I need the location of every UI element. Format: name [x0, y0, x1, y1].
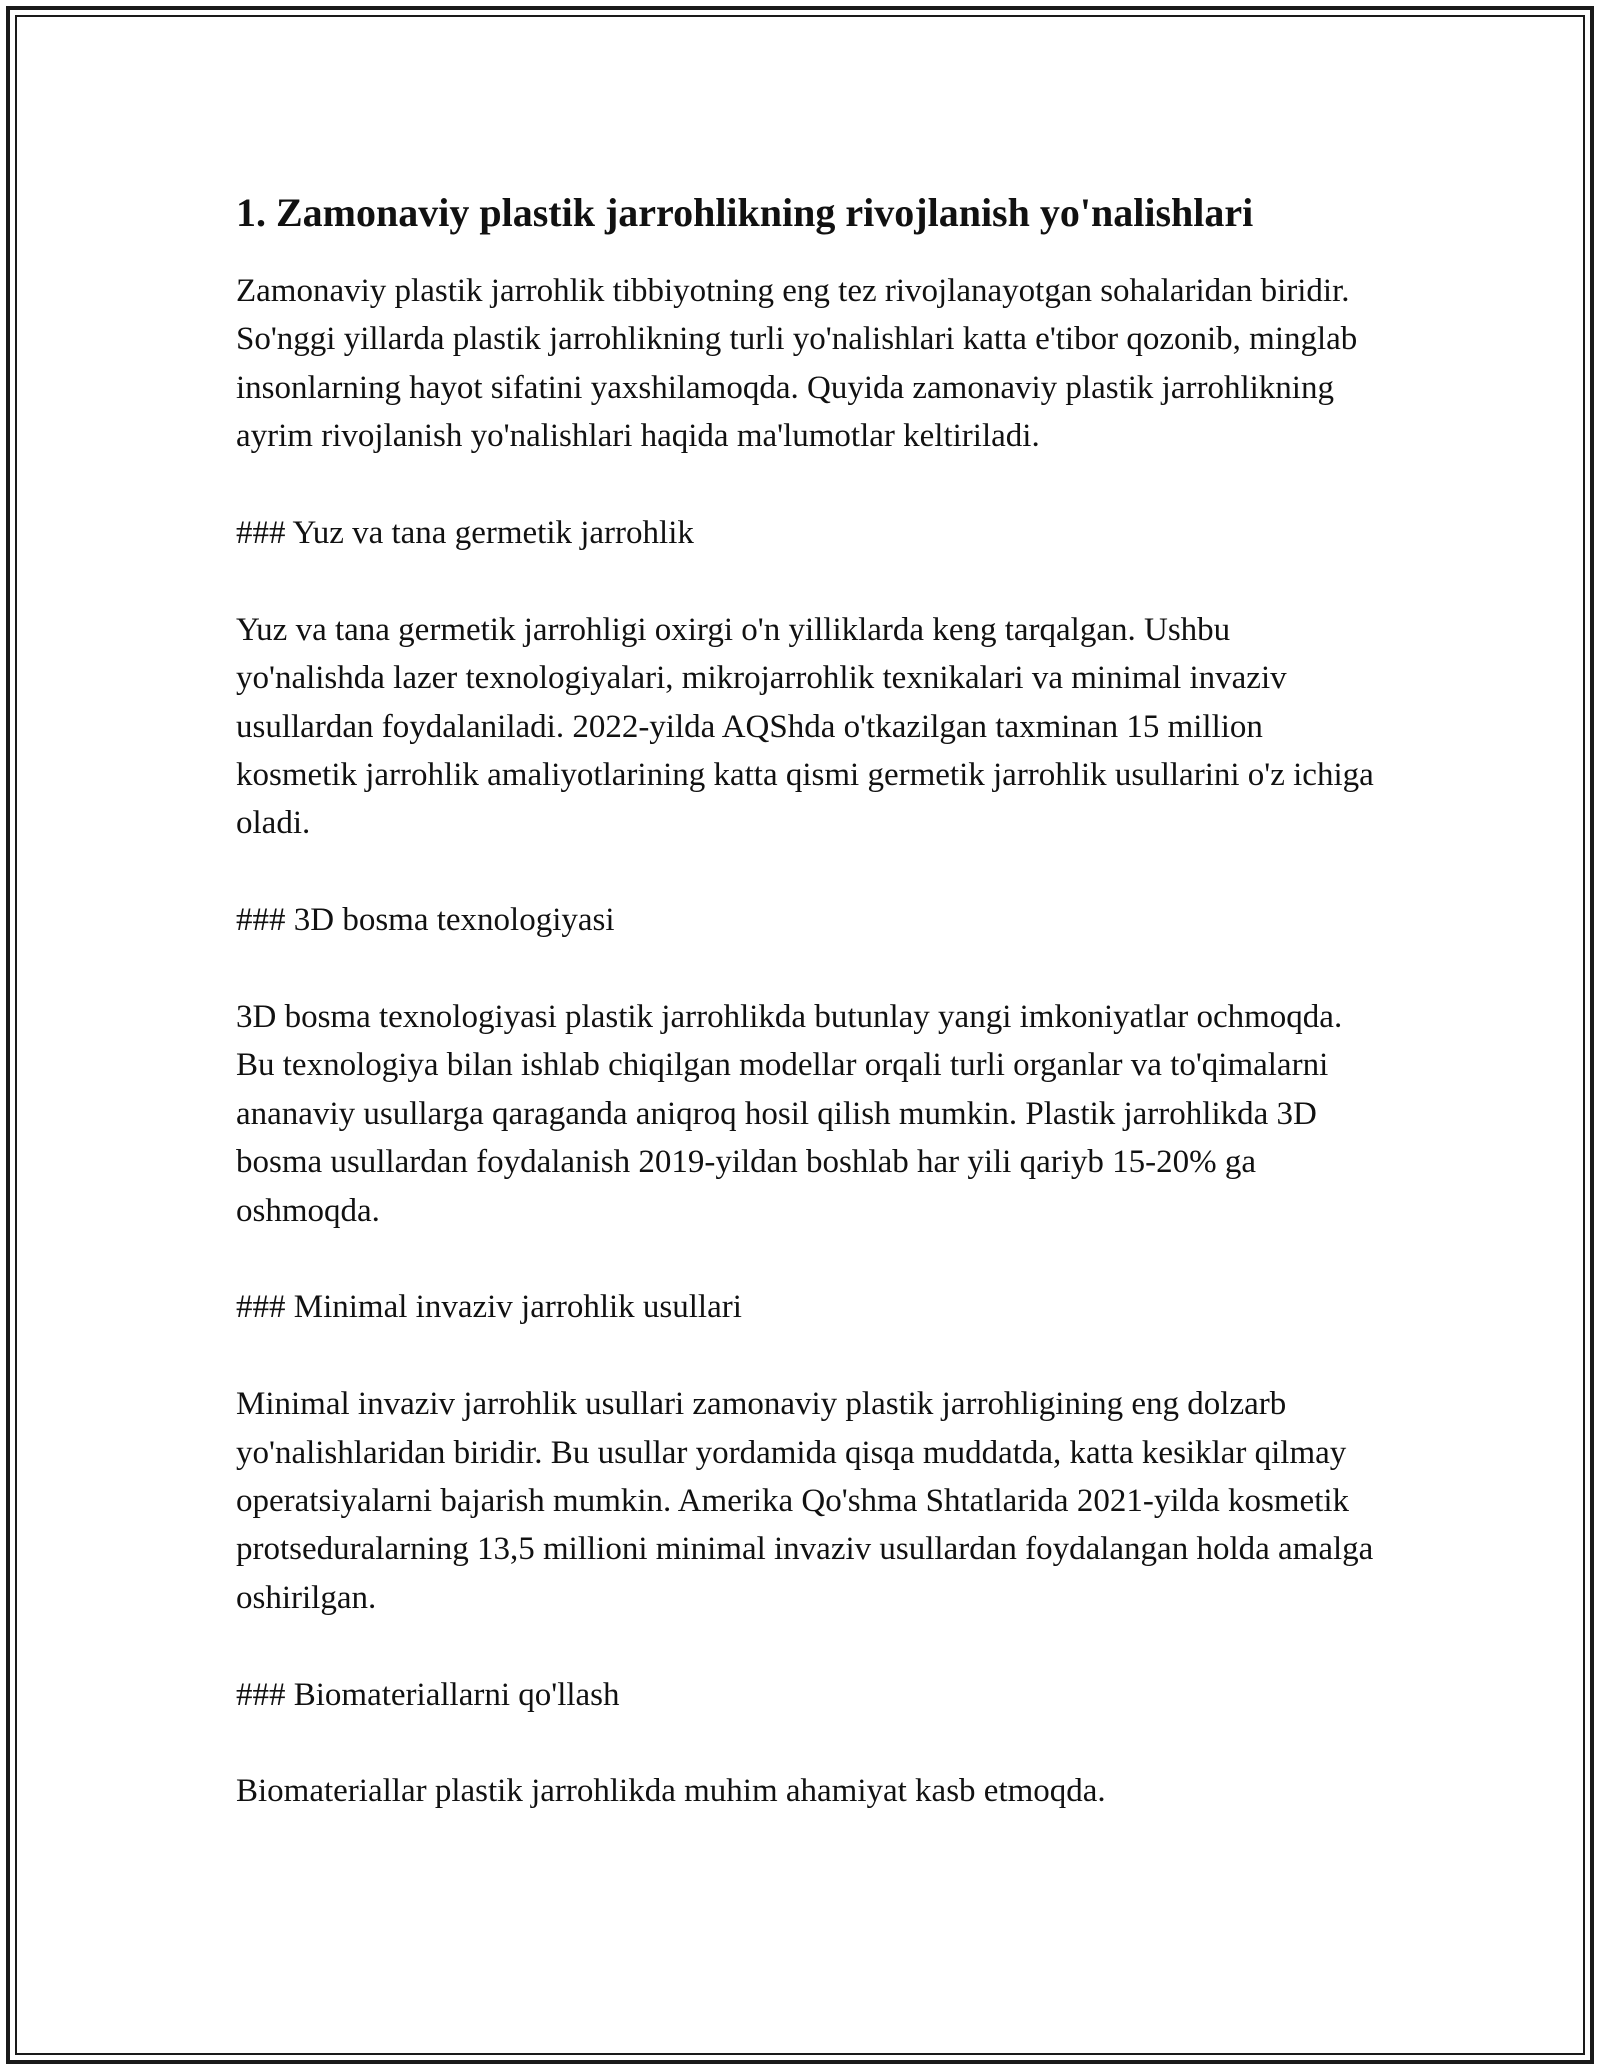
section-paragraph: Yuz va tana germetik jarrohligi oxirgi o'n yilliklarda keng tarqalgan. Ushbu yo'nalishda lazer texnologiyalari, mikrojarrohlik texnikalari va minimal invaziv usullardan foydalaniladi. 2022-yilda AQShda o'tkazilgan taxminan 15 million kosmetik jarrohlik amaliyotlarining katta qismi germetik jarrohlik usullarini o'z ichiga oladi.	[236, 611, 1374, 842]
section-biomaterials	[236, 1671, 1376, 1816]
section-heading: ### Minimal invaziv jarrohlik usullari	[236, 1289, 742, 1326]
document-body	[236, 185, 1376, 1816]
document-title: 1. Zamonaviy plastik jarrohlikning rivojlanish yo'nalishlari	[236, 190, 1254, 235]
section-paragraph: Minimal invaziv jarrohlik usullari zamonaviy plastik jarrohligining eng dolzarb yo'nalishlaridan biridir. Bu usullar yordamida qisqa muddatda, katta kesiklar qilmay operatsiyalarni bajarish mumkin. Amerika Qo'shma Shtatlarida 2021-yilda kosmetik protseduralarning 13,5 millioni minimal invaziv usullardan foydalangan holda amalga oshirilgan.	[236, 1386, 1374, 1616]
section-heading: ### Biomateriallarni qo'llash	[236, 1676, 620, 1713]
section-minimally-invasive	[236, 1283, 1376, 1622]
section-heading: ### 3D bosma texnologiyasi	[236, 902, 615, 939]
section-paragraph: Biomateriallar plastik jarrohlikda muhim ahamiyat kasb etmoqda.	[236, 1773, 1106, 1810]
section-3d-printing	[236, 896, 1376, 1235]
section-heading: ### Yuz va tana germetik jarrohlik	[236, 515, 694, 552]
intro-paragraph: Zamonaviy plastik jarrohlik tibbiyotning eng tez rivojlanayotgan sohalaridan biridir. So'nggi yillarda plastik jarrohlikning turli yo'nalishlari katta e'tibor qozonib, minglab insonlarning hayot sifatini yaxshilamoqda. Quyida zamonaviy plastik jarrohlikning ayrim rivojlanish yo'nalishlari haqida ma'lumotlar keltiriladi.	[236, 273, 1358, 455]
section-face-body-surgery	[236, 509, 1376, 848]
section-paragraph: 3D bosma texnologiyasi plastik jarrohlikda butunlay yangi imkoniyatlar ochmoqda. Bu texnologiya bilan ishlab chiqilgan modellar orqali turli organlar va to'qimalarni ananaviy usullarga qaraganda aniqroq hosil qilish mumkin. Plastik jarrohlikda 3D bosma usullardan foydalanish 2019-yildan boshlab har yili qariyb 15-20% ga oshmoqda.	[236, 999, 1343, 1229]
